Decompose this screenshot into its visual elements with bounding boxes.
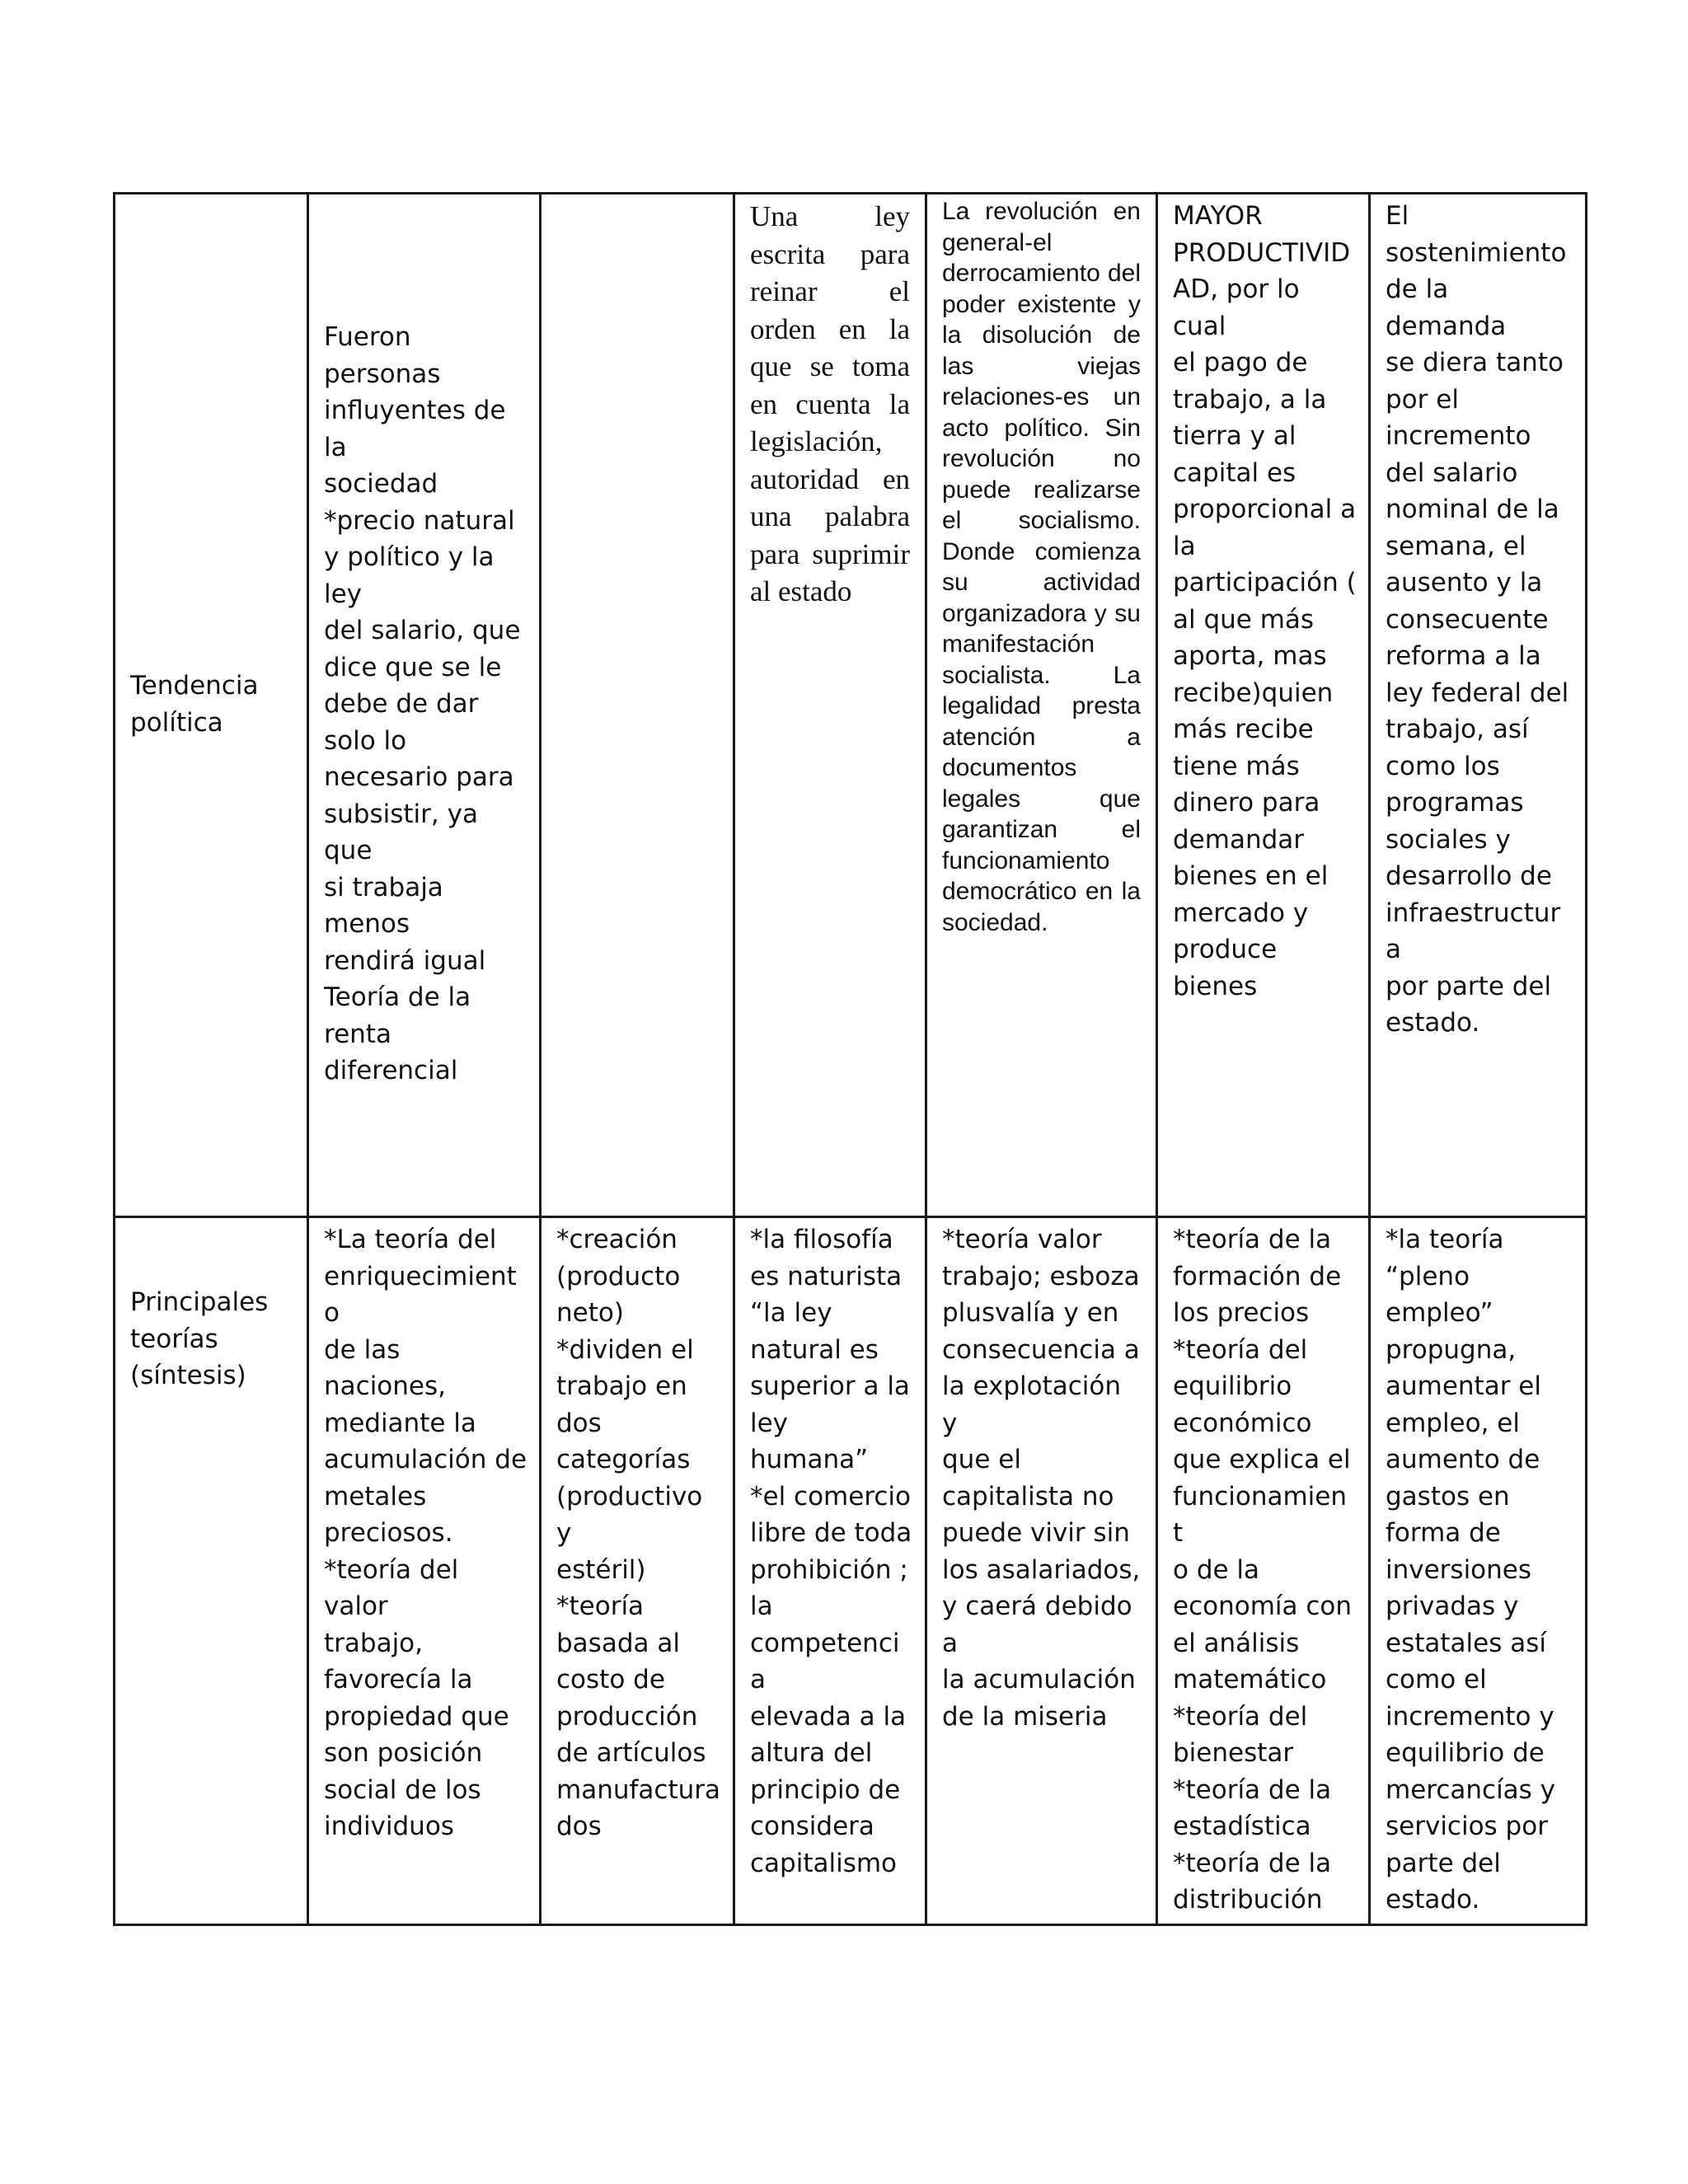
- table-cell-empty: [541, 194, 734, 1217]
- cell-text: *la teoría “pleno empleo” propugna, aumentar el empleo, el aumento de gastos en forma de inversiones privadas y estatales así como el incremento y equilibrio de mercancías y servicios por parte del estado.: [1386, 1225, 1556, 1915]
- cell-text: Una ley escrita para reinar el orden en la que se toma en cuenta la legislación, autoridad en una palabra para suprimir al estado: [750, 200, 910, 607]
- row-label-cell: [115, 1217, 308, 1925]
- table-cell: [1157, 1217, 1370, 1925]
- cell-text: *la filosofía es naturista “la ley natural es superior a la ley humana” *el comercio libre de toda prohibición ; la competencia elevada a la altura del principio de considera capitalismo: [750, 1225, 912, 1878]
- table-cell: [926, 194, 1157, 1217]
- cell-text: *teoría de la formación de los precios *teoría del equilibrio económico que explica el funcionamient o de la economía con el análisis matemático *teoría del bienestar *teoría de la estadística *teoría de la distribución: [1173, 1225, 1353, 1915]
- row-label: Principales teorías (síntesis): [130, 1287, 269, 1390]
- table-cell: [734, 194, 926, 1217]
- cell-text: *La teoría del enriquecimiento de las naciones, mediante la acumulación de metales preciosos. *teoría del valor trabajo, favorecía la propiedad que son posición social de los individuos: [324, 1225, 528, 1841]
- table-cell: [308, 194, 541, 1217]
- table-row-tendencia-politica: [115, 194, 1587, 1217]
- table-cell: [926, 1217, 1157, 1925]
- table-cell: [734, 1217, 926, 1925]
- cell-text: *creación (producto neto) *dividen el trabajo en dos categorías (productivo y estéril) *teoría basada al costo de producción de artículos manufactura dos: [556, 1225, 720, 1841]
- cell-text: Fueron personas influyentes de la sociedad *precio natural y político y la ley del salario, que dice que se le debe de dar solo lo necesario para subsistir, ya que si trabaja menos rendirá igual Teoría de la renta diferencial: [324, 322, 521, 1086]
- row-label: Tendencia política: [130, 671, 259, 738]
- table-cell: [541, 1217, 734, 1925]
- cell-text: El sostenimiento de la demanda se diera tanto por el incremento del salario nominal de la semana, el ausento y la consecuente reforma a la ley federal del trabajo, así como los programas sociales y desarrollo de infraestructura por parte del estado.: [1386, 201, 1569, 1038]
- table-cell: [1370, 194, 1587, 1217]
- table-cell: [1370, 1217, 1587, 1925]
- comparison-table: [113, 192, 1587, 1926]
- table-cell: [1157, 194, 1370, 1217]
- cell-text: *teoría valor trabajo; esboza plusvalía y en consecuencia a la explotación y que el capitalista no puede vivir sin los asalariados, y caerá debido a la acumulación de la miseria: [942, 1225, 1141, 1732]
- cell-text: MAYOR PRODUCTIVID AD, por lo cual el pago de trabajo, a la tierra y al capital es proporcional a la participación ( al que más aporta, mas recibe)quien más recibe tiene más dinero para demandar bienes en el mercado y produce bienes: [1173, 201, 1357, 1001]
- table-cell: [308, 1217, 541, 1925]
- row-label-cell: [115, 194, 308, 1217]
- cell-text: La revolución en general-el derrocamiento del poder existente y la disolución de las viejas relaciones-es un acto político. Sin revolución no puede realizarse el socialismo. Donde comienza su actividad organizadora y su manifestación socialista. La legalidad presta atención a documentos legales que garantizan el funcionamiento democrático en la sociedad.: [942, 198, 1141, 936]
- table-row-principales-teorias: [115, 1217, 1587, 1925]
